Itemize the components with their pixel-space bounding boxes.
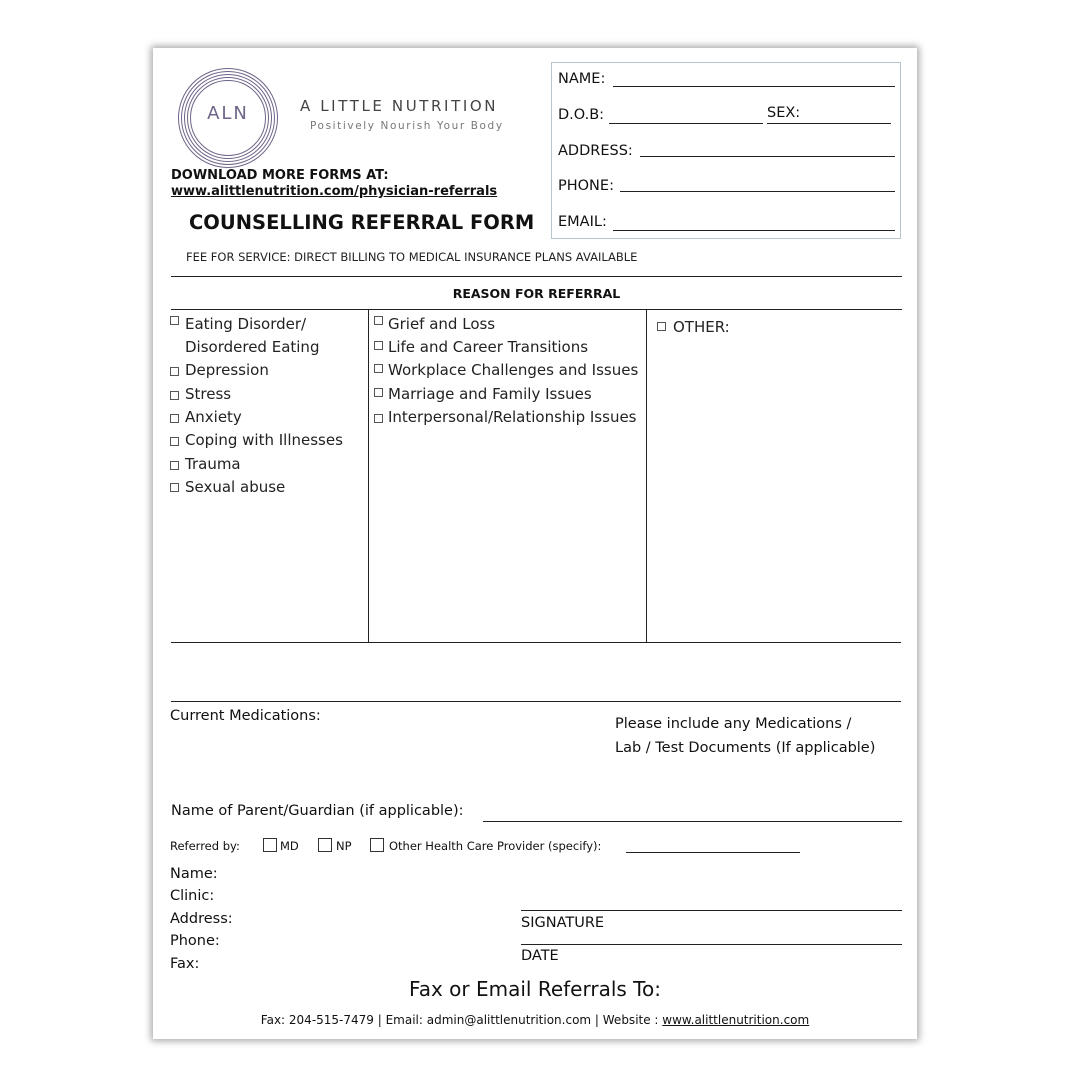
form-title: COUNSELLING REFERRAL FORM [189, 211, 535, 234]
reason-other: OTHER: [673, 318, 730, 336]
brand-name: A LITTLE NUTRITION [300, 97, 499, 115]
reason-anxiety: Anxiety [185, 408, 242, 426]
guardian-field[interactable] [483, 821, 902, 822]
patient-name-field[interactable] [613, 86, 895, 87]
reason-col-divider-1 [368, 310, 369, 642]
option-md: MD [280, 839, 299, 853]
reason-workplace-challenges: Workplace Challenges and Issues [388, 361, 639, 379]
download-link[interactable]: www.alittlenutrition.com/physician-referrals [171, 184, 498, 199]
provider-address-label: Address: [170, 911, 233, 927]
signature-line[interactable] [521, 910, 902, 911]
provider-name-label: Name: [170, 866, 218, 882]
provider-phone-label: Phone: [170, 933, 220, 949]
dob-field[interactable] [609, 123, 763, 124]
checkbox-eating-disorder[interactable] [170, 316, 179, 325]
signature-label: SIGNATURE [521, 915, 605, 931]
reason-coping-with-illnesses: Coping with Illnesses [185, 431, 343, 449]
logo-monogram: ALN [207, 103, 249, 124]
checkbox-sexual-abuse[interactable] [170, 483, 179, 492]
notes-rule [171, 701, 901, 702]
referred-by-label: Referred by: [170, 839, 240, 853]
reason-disordered-eating: Disordered Eating [185, 338, 320, 356]
reason-depression: Depression [185, 361, 269, 379]
checkbox-other[interactable] [657, 322, 666, 331]
date-label: DATE [521, 948, 559, 964]
reason-sexual-abuse: Sexual abuse [185, 478, 286, 496]
checkbox-workplace-challenges[interactable] [374, 364, 383, 373]
guardian-label: Name of Parent/Guardian (if applicable): [171, 803, 464, 819]
option-np: NP [336, 839, 352, 853]
download-heading: DOWNLOAD MORE FORMS AT: [171, 168, 389, 183]
reason-life-career-transitions: Life and Career Transitions [388, 338, 589, 356]
email-field[interactable] [613, 230, 895, 231]
medications-note-line2: Lab / Test Documents (If applicable) [615, 740, 876, 756]
address-field[interactable] [640, 156, 895, 157]
phone-field[interactable] [620, 191, 895, 192]
reason-bottom-rule [171, 642, 901, 643]
fee-note: FEE FOR SERVICE: DIRECT BILLING TO MEDICAL INSURANCE PLANS AVAILABLE [186, 250, 638, 264]
checkbox-stress[interactable] [170, 391, 179, 400]
date-line[interactable] [521, 944, 902, 945]
reason-eating-disorder: Eating Disorder/ [185, 315, 307, 333]
reason-grief-and-loss: Grief and Loss [388, 315, 496, 333]
footer-contact-text: Fax: 204-515-7479 | Email: admin@alittlenutrition.com | Website : [260, 1013, 663, 1027]
checkbox-grief-and-loss[interactable] [374, 316, 383, 325]
current-medications-label: Current Medications: [170, 708, 321, 724]
reason-stress: Stress [185, 385, 232, 403]
sex-field[interactable] [767, 123, 891, 124]
footer-heading: Fax or Email Referrals To: [409, 977, 661, 1001]
checkbox-interpersonal-relationship[interactable] [374, 414, 383, 423]
checkbox-anxiety[interactable] [170, 414, 179, 423]
address-label: ADDRESS: [558, 143, 633, 159]
email-label: EMAIL: [558, 214, 607, 230]
reason-top-rule [171, 276, 902, 277]
checkbox-depression[interactable] [170, 367, 179, 376]
provider-clinic-label: Clinic: [170, 888, 215, 904]
checkbox-life-career-transitions[interactable] [374, 341, 383, 350]
provider-fax-label: Fax: [170, 956, 200, 972]
reason-interpersonal-relationship: Interpersonal/Relationship Issues [388, 408, 637, 426]
reason-trauma: Trauma [185, 455, 241, 473]
option-other-provider: Other Health Care Provider (specify): [389, 839, 602, 853]
checkbox-md[interactable] [263, 838, 277, 852]
reason-marriage-family: Marriage and Family Issues [388, 385, 592, 403]
dob-label: D.O.B: [558, 107, 605, 123]
checkbox-np[interactable] [318, 838, 332, 852]
phone-label: PHONE: [558, 178, 614, 194]
sex-label: SEX: [767, 105, 801, 121]
other-provider-field[interactable] [626, 852, 800, 853]
footer-contact [153, 1013, 917, 1027]
checkbox-other-provider[interactable] [370, 838, 384, 852]
footer-website-link[interactable]: www.alittlenutrition.com [662, 1013, 810, 1027]
brand-tagline: Positively Nourish Your Body [310, 120, 504, 132]
reason-header-rule [171, 309, 902, 310]
checkbox-coping-with-illnesses[interactable] [170, 437, 179, 446]
checkbox-trauma[interactable] [170, 461, 179, 470]
checkbox-marriage-family[interactable] [374, 388, 383, 397]
patient-name-label: NAME: [558, 71, 606, 87]
reason-header: REASON FOR REFERRAL [452, 286, 621, 301]
reason-col-divider-2 [646, 310, 647, 642]
medications-note-line1: Please include any Medications / [615, 716, 852, 732]
